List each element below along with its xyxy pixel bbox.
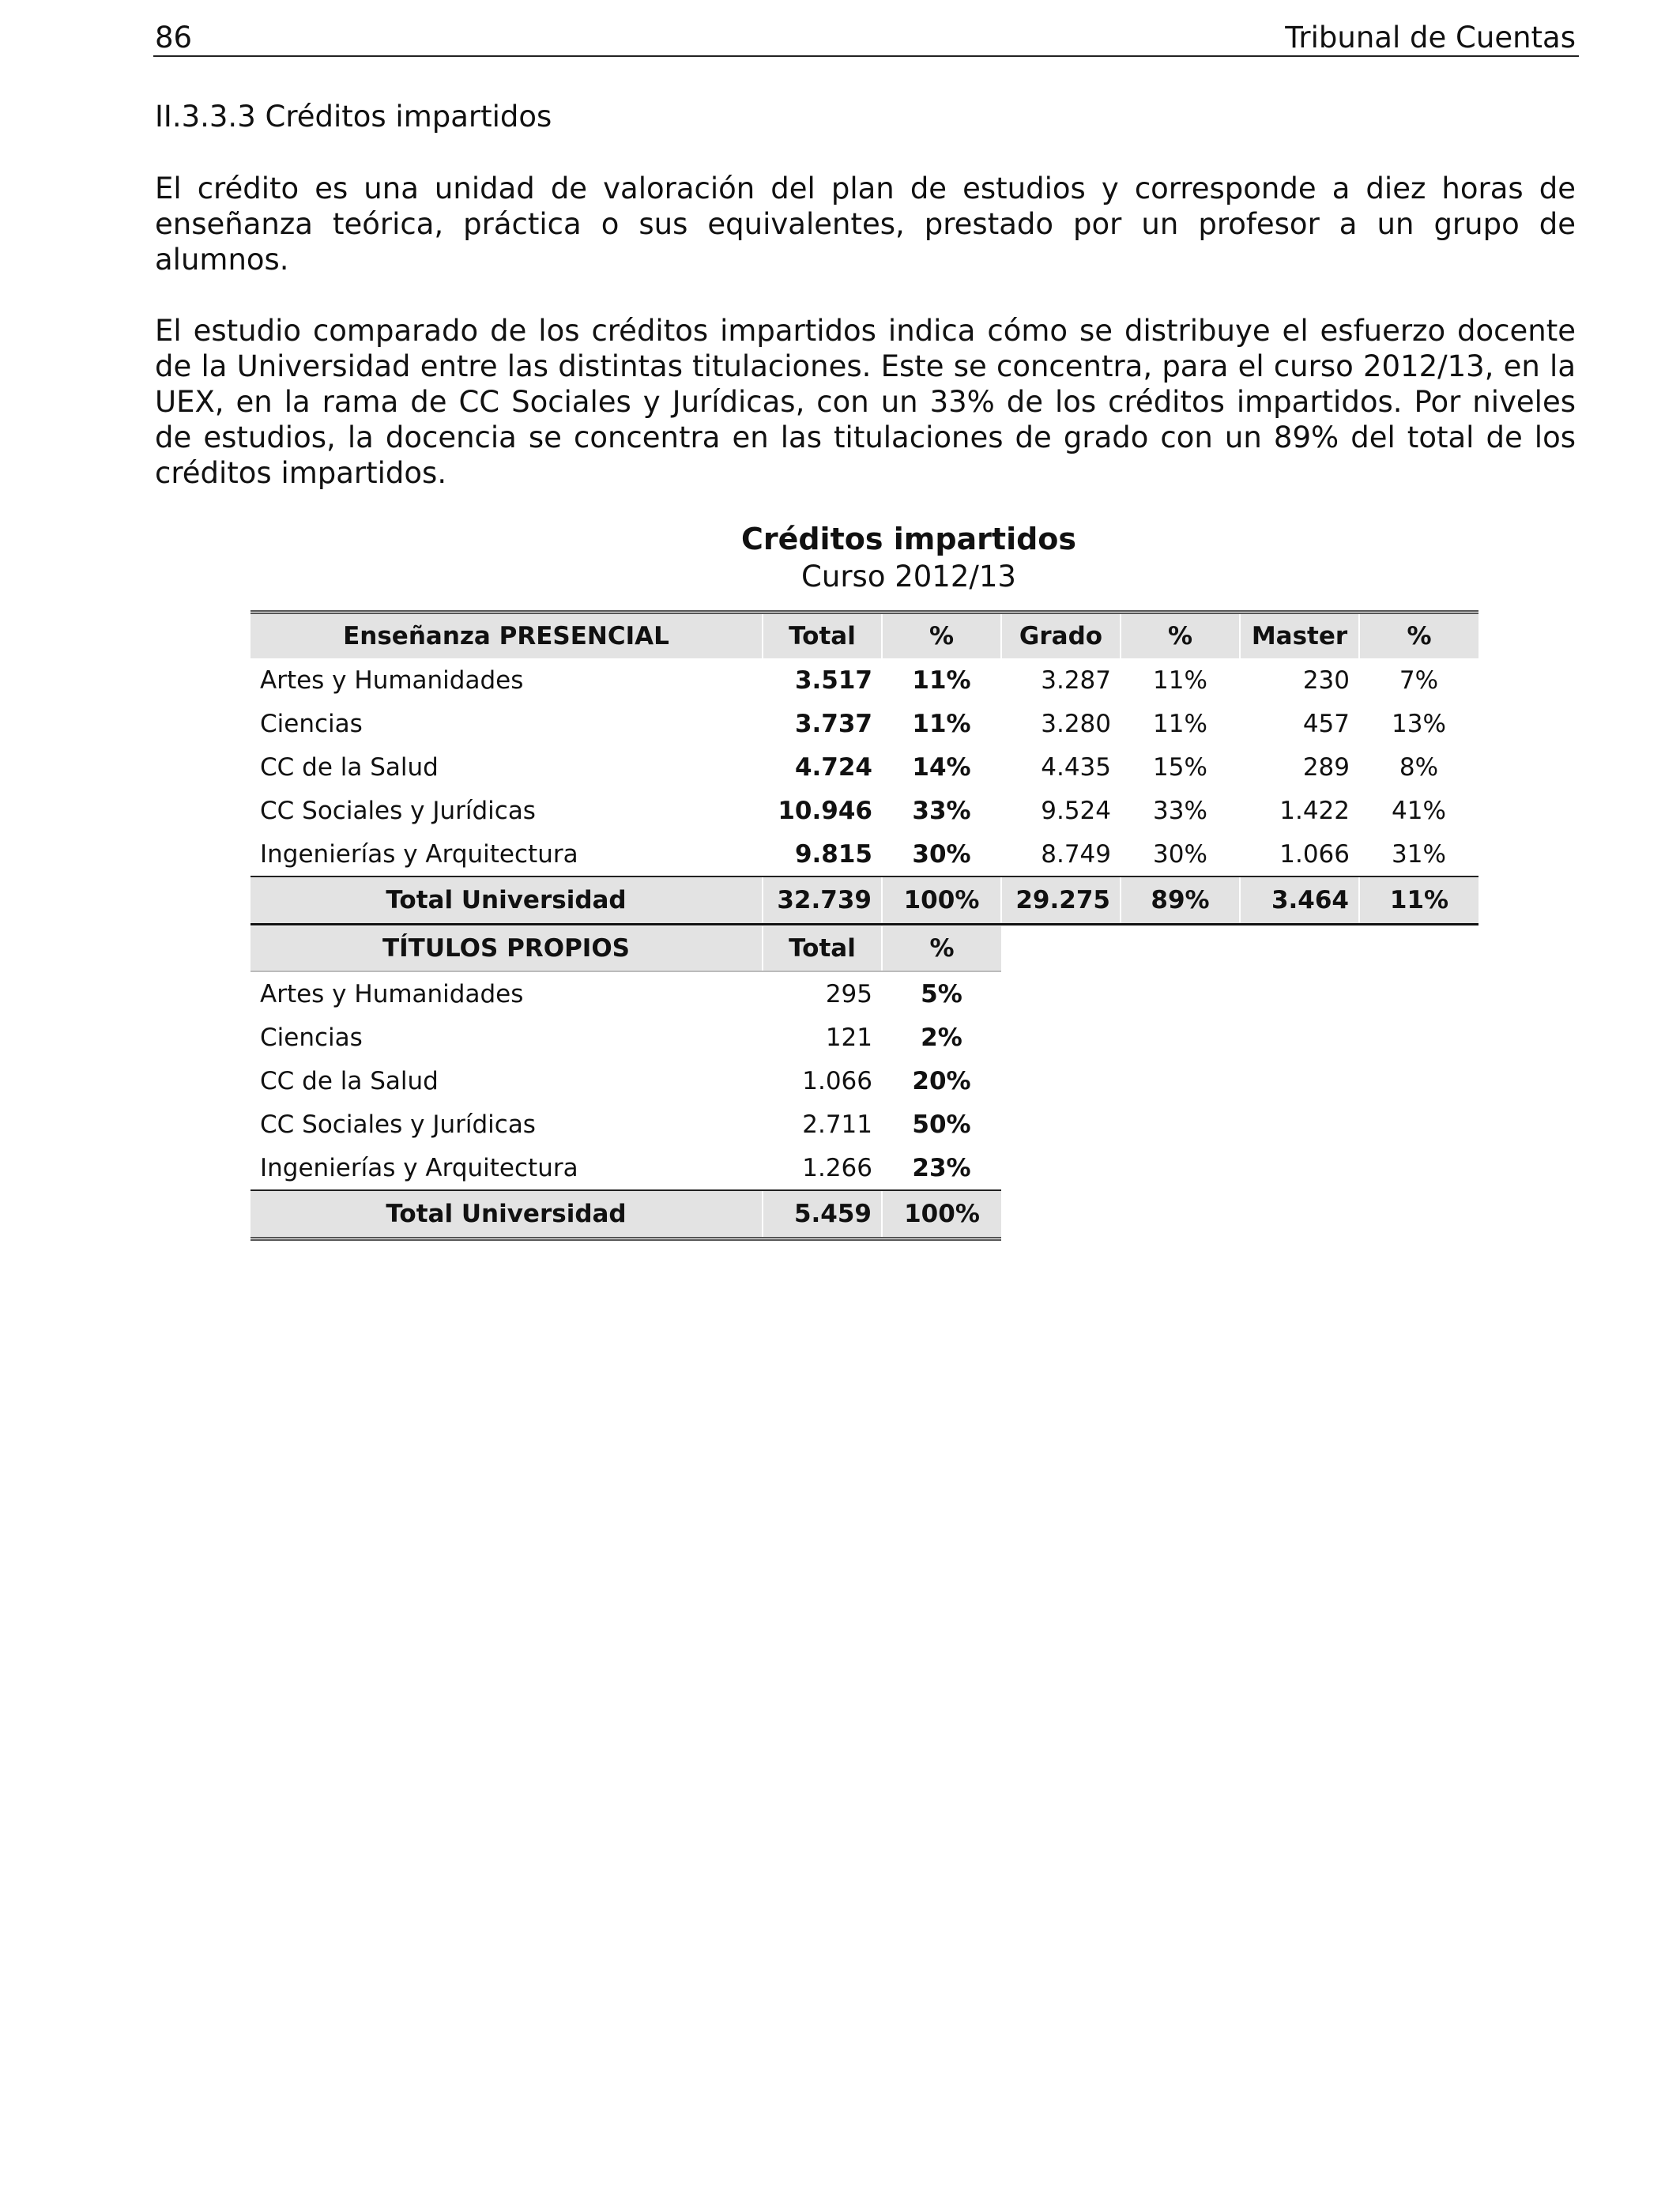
page-header xyxy=(153,17,1579,57)
table-cell: 11% xyxy=(1153,665,1207,695)
row-label: Ciencias xyxy=(260,1023,363,1052)
table-cell: 11% xyxy=(912,665,971,695)
table-cell: 1.266 xyxy=(802,1153,872,1182)
paragraph-line: alumnos. xyxy=(155,243,289,277)
paragraph-line: créditos impartidos. xyxy=(155,456,447,490)
page-number: 86 xyxy=(155,21,193,55)
row-label: CC Sociales y Jurídicas xyxy=(260,796,536,825)
table-cell: 13% xyxy=(1392,709,1446,738)
paragraph-line: enseñanza teórica, práctica o sus equivalentes, prestado por un profesor a un grupo de xyxy=(155,207,1576,241)
total-cell: 5.459 xyxy=(763,1190,882,1239)
table-cell: 20% xyxy=(912,1066,971,1095)
column-header: Grado xyxy=(1001,613,1121,659)
table-total-row xyxy=(250,876,1478,925)
column-header: Total xyxy=(763,613,882,659)
column-header: % xyxy=(882,926,1001,971)
table-cell: 1.422 xyxy=(1279,796,1350,825)
row-label: Ingenierías y Arquitectura xyxy=(260,839,578,869)
table-cell: 3.517 xyxy=(794,665,872,695)
table-cell: 5% xyxy=(921,979,962,1008)
paragraph-credit-distribution xyxy=(155,313,1576,491)
table-cell: 9.524 xyxy=(1041,796,1111,825)
table-row xyxy=(250,1016,1001,1059)
table-cell: 33% xyxy=(1153,796,1207,825)
total-cell: 32.739 xyxy=(763,876,882,925)
table-cell: 30% xyxy=(1153,839,1207,869)
row-label: Ingenierías y Arquitectura xyxy=(260,1153,578,1182)
column-header: % xyxy=(1121,613,1240,659)
table-cell: 3.287 xyxy=(1041,665,1111,695)
table-total-row xyxy=(250,1190,1001,1239)
table-cell: 3.280 xyxy=(1041,709,1111,738)
running-title: Tribunal de Cuentas xyxy=(1285,21,1576,55)
table-row xyxy=(250,971,1001,1016)
table-cell: 9.815 xyxy=(794,839,872,869)
table-row xyxy=(250,832,1478,876)
total-cell: 100% xyxy=(882,1190,1001,1239)
total-cell: 3.464 xyxy=(1240,876,1359,925)
table-cell: 11% xyxy=(912,709,971,738)
table-header-row xyxy=(250,613,1478,659)
total-cell: 11% xyxy=(1359,876,1478,925)
row-label: CC de la Salud xyxy=(260,752,439,782)
table-row xyxy=(250,745,1478,789)
table-cell: 3.737 xyxy=(794,709,872,738)
table-cell: 10.946 xyxy=(778,796,872,825)
table-cell: 7% xyxy=(1399,665,1439,695)
column-header: % xyxy=(882,613,1001,659)
row-label: CC Sociales y Jurídicas xyxy=(260,1110,536,1139)
table-subtitle: Curso 2012/13 xyxy=(801,560,1016,594)
presencial-table xyxy=(250,610,1478,925)
table-row xyxy=(250,702,1478,745)
table-cell: 295 xyxy=(825,979,872,1008)
total-cell: 29.275 xyxy=(1001,876,1121,925)
column-header: Total xyxy=(763,926,882,971)
total-label: Total Universidad xyxy=(250,876,763,925)
total-cell: 89% xyxy=(1121,876,1240,925)
table-cell: 1.066 xyxy=(1279,839,1350,869)
table-cell: 4.435 xyxy=(1041,752,1111,782)
row-label: Ciencias xyxy=(260,709,363,738)
table-cell: 50% xyxy=(912,1110,971,1139)
table-row xyxy=(250,1146,1001,1190)
column-header: % xyxy=(1359,613,1478,659)
table-cell: 30% xyxy=(912,839,971,869)
table-cell: 2% xyxy=(921,1023,962,1052)
paragraph-line: de estudios, la docencia se concentra en las titulaciones de grado con un 89% del total de los xyxy=(155,420,1576,454)
paragraph-line: El estudio comparado de los créditos impartidos indica cómo se distribuye el esfuerzo docente xyxy=(155,314,1576,348)
table-header-row xyxy=(250,926,1001,971)
column-header: Master xyxy=(1240,613,1359,659)
table-cell: 4.724 xyxy=(794,752,872,782)
table-cell: 8.749 xyxy=(1041,839,1111,869)
table-cell: 31% xyxy=(1392,839,1446,869)
column-header: Enseñanza PRESENCIAL xyxy=(250,613,763,659)
table-cell: 15% xyxy=(1153,752,1207,782)
table-cell: 230 xyxy=(1302,665,1350,695)
row-label: Artes y Humanidades xyxy=(260,979,524,1008)
propios-table xyxy=(250,926,1001,1241)
table-row xyxy=(250,658,1478,702)
table-cell: 23% xyxy=(912,1153,971,1182)
table-cell: 33% xyxy=(912,796,971,825)
paragraph-line: UEX, en la rama de CC Sociales y Jurídicas, con un 33% de los créditos impartidos. Por niveles xyxy=(155,385,1576,419)
table-cell: 11% xyxy=(1153,709,1207,738)
paragraph-credit-definition xyxy=(155,171,1576,277)
row-label: Artes y Humanidades xyxy=(260,665,524,695)
table-row xyxy=(250,1059,1001,1103)
table-cell: 41% xyxy=(1392,796,1446,825)
table-cell: 457 xyxy=(1302,709,1350,738)
table-cell: 121 xyxy=(825,1023,872,1052)
total-cell: 100% xyxy=(882,876,1001,925)
table-row xyxy=(250,1103,1001,1146)
table-cell: 289 xyxy=(1302,752,1350,782)
table-cell: 14% xyxy=(912,752,971,782)
paragraph-line: de la Universidad entre las distintas titulaciones. Este se concentra, para el curso 2012/13, en la xyxy=(155,349,1576,383)
row-label: CC de la Salud xyxy=(260,1066,439,1095)
table-cell: 8% xyxy=(1399,752,1439,782)
table-cell: 2.711 xyxy=(802,1110,872,1139)
column-header: TÍTULOS PROPIOS xyxy=(250,926,763,971)
table-title: Créditos impartidos xyxy=(740,522,1077,556)
section-heading: II.3.3.3 Créditos impartidos xyxy=(155,100,552,134)
table-cell: 1.066 xyxy=(802,1066,872,1095)
table-row xyxy=(250,789,1478,832)
total-label: Total Universidad xyxy=(250,1190,763,1239)
paragraph-line: El crédito es una unidad de valoración del plan de estudios y corresponde a diez horas de xyxy=(155,172,1576,205)
